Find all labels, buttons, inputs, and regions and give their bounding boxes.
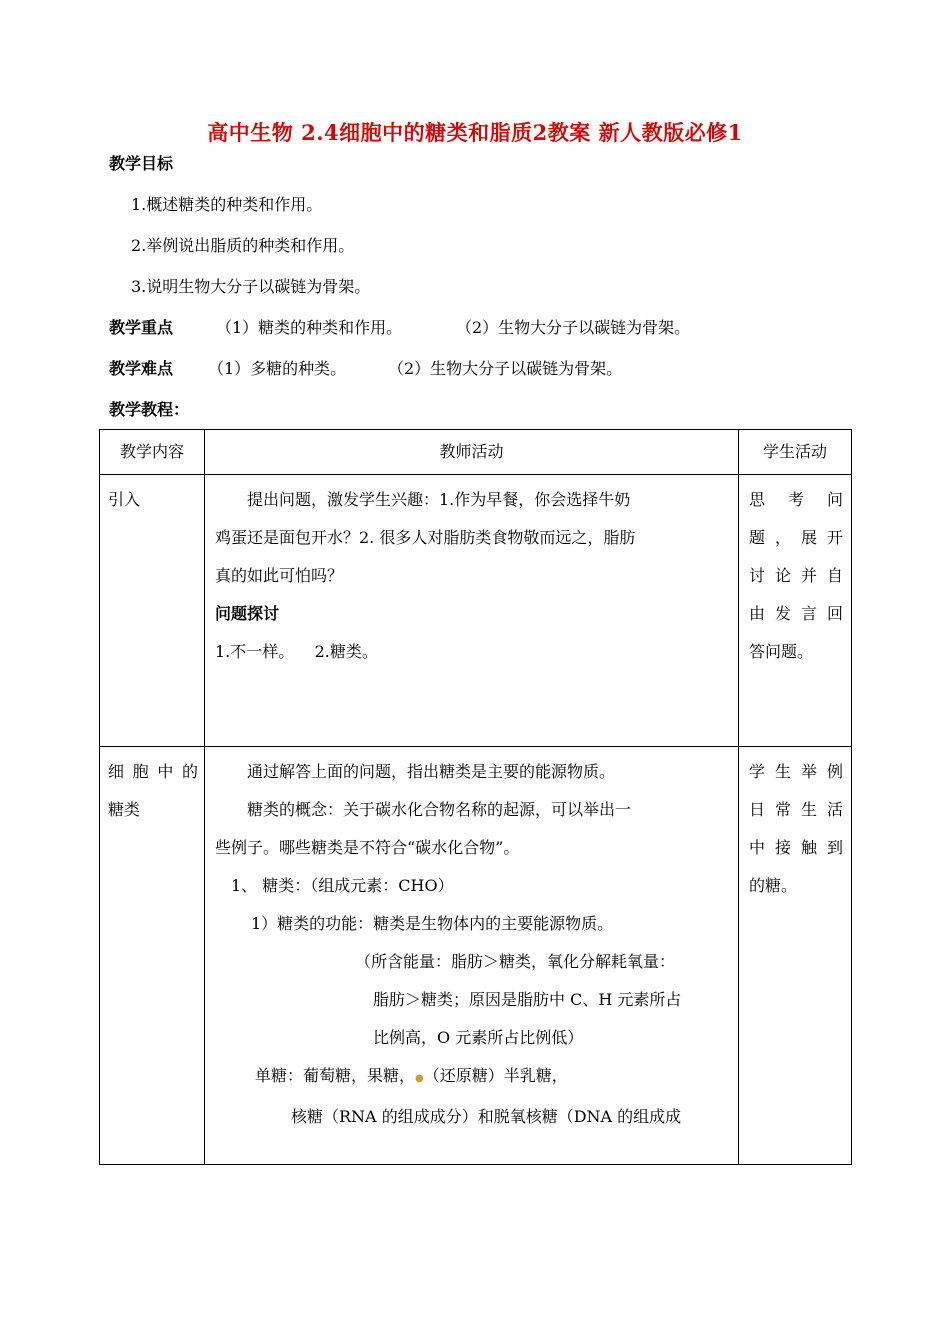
row1-teacher-line: 真的如此可怕吗？ [215, 566, 344, 585]
row1-answer: 1.不一样。 2.糖类。 [215, 642, 378, 661]
key-point-2: （2）生物大分子以碳链为骨架。 [456, 318, 691, 337]
row2-student-line: 中 接 触 到 [749, 838, 843, 857]
row2-teacher-line [215, 1057, 728, 1098]
row2-teacher-line: 1）糖类的功能：糖类是生物体内的主要能源物质。 [251, 914, 614, 933]
row2-teacher-line: （所含能量：脂肪＞糖类，氧化分解耗氧量： [355, 952, 676, 971]
row2-content-line: 细胞中的 [108, 762, 198, 781]
row2-student-line: 日 常 生 活 [749, 800, 843, 819]
header-student: 学生活动 [739, 430, 852, 475]
row2-teacher [205, 747, 739, 1165]
row2-teacher-line: 糖类的概念：关于碳水化合物名称的起源，可以举出一 [247, 800, 632, 819]
row2-student [739, 747, 852, 1165]
row2-content [100, 747, 205, 1165]
difficulties-label: 教学难点 [109, 359, 174, 378]
row2-student-line: 学 生 举 例 [749, 762, 843, 781]
header-teacher: 教师活动 [205, 430, 739, 475]
objectives-heading: 教学目标 [109, 154, 174, 173]
objective-2: 2.举例说出脂质的种类和作用。 [131, 236, 355, 255]
row2-teacher-line: 1、 糖类：（组成元素：CHO） [231, 876, 454, 895]
mark-dot-icon: ● [415, 1073, 424, 1084]
lesson-table [99, 429, 852, 1165]
header-content: 教学内容 [100, 430, 205, 475]
document-title: 高中生物 2.4细胞中的糖类和脂质2教案 新人教版必修1 [207, 120, 743, 145]
table-row [100, 747, 852, 1165]
key-point-1: （1）糖类的种类和作用。 [216, 318, 403, 337]
row1-student-line: 思 考 问 [749, 490, 843, 509]
row1-student-line: 题 ， 展 开 [749, 528, 843, 547]
row2-teacher-span: （还原糖）半乳糖， [423, 1066, 568, 1085]
row2-content-line: 糖类 [108, 800, 141, 819]
row1-student-line: 由 发 言 回 [749, 604, 843, 623]
key-points-label: 教学重点 [109, 318, 174, 337]
objective-1: 1.概述糖类的种类和作用。 [131, 195, 323, 214]
difficulty-1: （1）多糖的种类。 [208, 359, 347, 378]
table-header-row [100, 430, 852, 475]
row2-teacher-line: 比例高，O 元素所占比例低） [373, 1028, 584, 1047]
row2-teacher-line: 些例子。哪些糖类是不符合“碳水化合物”。 [215, 838, 520, 857]
row2-teacher-line: 通过解答上面的问题，指出糖类是主要的能源物质。 [247, 762, 616, 781]
row1-student-line: 答问题。 [749, 642, 814, 661]
row1-teacher-line: 鸡蛋还是面包开水？2. 很多人对脂肪类食物敬而远之，脂肪 [215, 528, 636, 547]
row1-student-line: 讨 论 并 自 [749, 566, 843, 585]
row1-content: 引入 [100, 475, 205, 747]
row2-teacher-span: 单糖：葡萄糖，果糖， [255, 1066, 416, 1085]
table-row [100, 475, 852, 747]
difficulty-2: （2）生物大分子以碳链为骨架。 [388, 359, 623, 378]
process-heading: 教学教程： [109, 400, 190, 419]
row1-teacher-line: 提出问题，激发学生兴趣：1.作为早餐，你会选择牛奶 [247, 490, 631, 509]
objective-3: 3.说明生物大分子以碳链为骨架。 [131, 277, 371, 296]
row2-teacher-line: 核糖（RNA 的组成成分）和脱氧核糖（DNA 的组成成 [291, 1107, 682, 1126]
row2-student-line: 的糖。 [749, 876, 798, 895]
row2-teacher-line: 脂肪＞糖类；原因是脂肪中 C、H 元素所占 [373, 990, 682, 1009]
row1-subheading: 问题探讨 [215, 604, 280, 623]
row1-student [739, 475, 852, 747]
row1-teacher [205, 475, 739, 747]
